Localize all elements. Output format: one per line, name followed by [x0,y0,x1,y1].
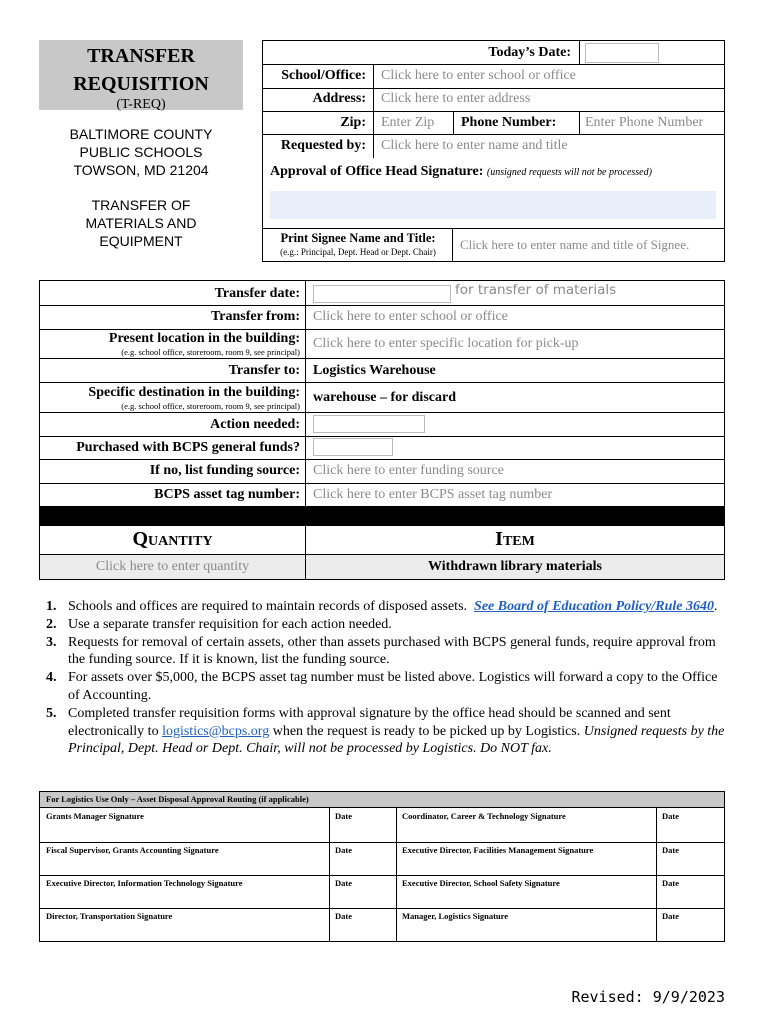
date-label: Date [335,811,352,821]
purpose-line3: EQUIPMENT [99,233,183,249]
revision-date: Revised: 9/9/2023 [571,988,725,1006]
quantity-header: Quantity [132,528,213,550]
instruction-item: 1. Schools and offices are required to maintain records of disposed assets. See Board of Education Policy/Rule 3640. [46,599,718,614]
school-safety-signature[interactable]: Executive Director, School Safety Signature [402,878,560,888]
purchased-select[interactable] [313,438,393,456]
signee-sub: (e.g.: Principal, Dept. Head or Dept. Chair) [280,247,436,257]
asset-tag-label: BCPS asset tag number: [154,487,300,502]
career-tech-signature[interactable]: Coordinator, Career & Technology Signature [402,811,566,821]
present-location-label-text: Present location in the building: [108,331,300,346]
grants-accounting-signature[interactable]: Fiscal Supervisor, Grants Accounting Signature [46,845,219,855]
org-info [39,125,243,179]
transfer-date-input[interactable] [313,285,451,303]
quantity-input[interactable]: Click here to enter quantity [95,559,250,574]
transfer-date-suffix: for transfer of materials [455,282,617,298]
date-label: Date [662,845,679,855]
zip-label: Zip: [340,115,366,130]
signee-input[interactable]: Click here to enter name and title of Signee. [460,237,690,252]
grants-manager-signature[interactable]: Grants Manager Signature [46,811,144,821]
org-line1: BALTIMORE COUNTY [69,126,213,142]
school-office-label: School/Office: [281,68,366,83]
transfer-to-label: Transfer to: [228,363,300,378]
it-signature[interactable]: Executive Director, Information Technology Signature [46,878,243,888]
address-label: Address: [312,91,366,106]
transfer-to-value: Logistics Warehouse [313,363,436,378]
instruction-item: 2. Use a separate transfer requisition for each action needed. [46,616,392,632]
instruction-item: 5. Completed transfer requisition forms with approval signature by the office head should be scanned and sent electronically to logistics@bcps.org when the request is ready to be picked up by Logistics. Unsigned requests by the Principal, Dept. Head or Dept. Chair, will not be processed by Logistics. Do NOT fax. [46,705,725,757]
destination-label [88,385,300,411]
approval-label-text: Approval of Office Head Signature: [270,164,484,179]
date-label: Date [662,811,679,821]
note-5-mid: when the request is ready to be picked up by Logistics. [272,723,581,739]
action-needed-label: Action needed: [210,417,300,432]
quantity-item-table [39,525,725,580]
note-3-text: Requests for removal of certain assets, other than assets purchased with BCPS general funds, require approval from the funding source. If it is known, list the funding source. [68,634,716,668]
instruction-item: 4. For assets over $5,000, the BCPS asset tag number must be listed above. Logistics will forward a copy to the Office of Accounting. [46,670,718,703]
instructions-list [46,598,726,758]
destination-label-text: Specific destination in the building: [88,385,300,400]
policy-link[interactable]: See Board of Education Policy/Rule 3640 [474,599,714,614]
phone-input[interactable]: Enter Phone Number [585,115,704,130]
destination-value: warehouse – for discard [313,390,456,405]
transfer-date-label: Transfer date: [214,286,300,301]
requested-by-label: Requested by: [280,138,366,153]
todays-date-input[interactable] [585,43,659,63]
approval-signature-label [270,164,652,180]
purchased-label: Purchased with BCPS general funds? [76,440,300,455]
form-purpose [39,196,243,250]
todays-date-label: Today’s Date: [488,45,571,60]
date-label: Date [335,845,352,855]
action-needed-select[interactable] [313,415,425,433]
zip-input[interactable]: Enter Zip [381,115,435,130]
transportation-signature[interactable]: Director, Transportation Signature [46,911,173,921]
destination-sub: (e.g. school office, storeroom, room 9, see principal) [121,401,300,411]
logistics-email-link[interactable]: logistics@bcps.org [162,723,270,739]
note-1-text: Schools and offices are required to maintain records of disposed assets. [68,599,468,614]
approval-signature-field[interactable] [270,191,716,219]
org-line3: TOWSON, MD 21204 [73,162,209,178]
asset-tag-input[interactable]: Click here to enter BCPS asset tag number [313,487,553,502]
note-4-text: For assets over $5,000, the BCPS asset tag number must be listed above. Logistics will forward a copy to the Office of Accounting. [68,670,718,703]
form-title-line1: TRANSFER [87,45,195,67]
signee-label: Print Signee Name and Title: [280,231,436,245]
funding-source-label: If no, list funding source: [149,463,300,478]
transfer-from-label: Transfer from: [210,309,300,324]
transfer-from-input[interactable]: Click here to enter school or office [313,309,508,324]
logistics-heading: For Logistics Use Only – Asset Disposal Approval Routing (if applicable) [40,792,724,808]
requester-table [262,40,725,262]
purpose-line1: TRANSFER OF [91,197,191,213]
instruction-item: 3. Requests for removal of certain assets, other than assets purchased with BCPS general funds, require approval from the funding source. If it is known, list the funding source. [46,634,716,668]
form-title-block [39,40,243,110]
note-5-text: Completed transfer requisition forms with approval signature by the office head should be scanned and sent electronically to [68,705,671,739]
item-header: Item [495,528,535,550]
present-location-sub: (e.g. school office, storeroom, room 9, see principal) [121,347,300,357]
date-label: Date [662,878,679,888]
requested-by-input[interactable]: Click here to enter name and title [381,138,568,153]
section-divider-bar [40,506,724,526]
present-location-input[interactable]: Click here to enter specific location for pick-up [313,336,579,351]
note-2-text: Use a separate transfer requisition for each action needed. [68,616,392,632]
date-label: Date [335,878,352,888]
note-5-italic: Unsigned requests by the Principal, Dept. Head or Dept. Chair, will not be processed by Logistics. Do NOT fax. [68,723,725,757]
item-value: Withdrawn library materials [428,559,602,574]
facilities-signature[interactable]: Executive Director, Facilities Management Signature [402,845,594,855]
date-label: Date [335,911,352,921]
date-label: Date [662,911,679,921]
logistics-manager-signature[interactable]: Manager, Logistics Signature [402,911,509,921]
form-abbrev: (T-REQ) [116,97,166,112]
form-title-line2: REQUISITION [73,73,209,95]
funding-source-input[interactable]: Click here to enter funding source [313,463,504,478]
present-location-label [109,331,300,357]
approval-note: (unsigned requests will not be processed) [486,167,652,178]
phone-label: Phone Number: [461,115,557,130]
school-office-input[interactable]: Click here to enter school or office [381,68,576,83]
logistics-approval-table [39,791,725,942]
address-input[interactable]: Click here to enter address [381,91,531,106]
org-line2: PUBLIC SCHOOLS [79,144,203,160]
transfer-table [39,280,725,525]
purpose-line2: MATERIALS AND [85,215,197,231]
